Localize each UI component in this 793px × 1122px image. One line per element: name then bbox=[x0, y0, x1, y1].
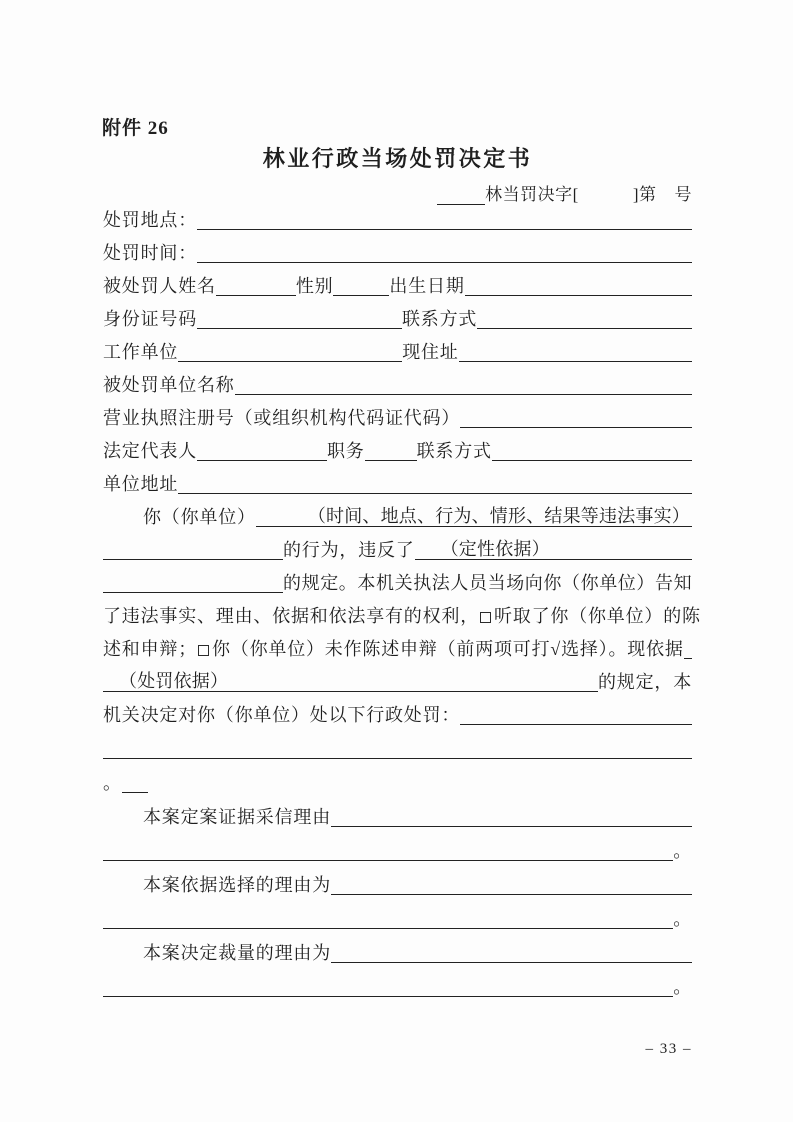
row-rights-sentence bbox=[103, 593, 701, 626]
contact-unit-label: 联系方式 bbox=[416, 440, 492, 461]
row-penalty-decision-cont bbox=[103, 725, 692, 759]
basis-reason-period: 。 bbox=[673, 908, 692, 929]
statement-prefix-text: 述和申辩； bbox=[103, 638, 197, 659]
row-penalty-location bbox=[103, 197, 692, 230]
provision-sentence-text: 的规定。本机关执法人员当场向你（你单位）告知 bbox=[283, 572, 693, 593]
legal-representative-label: 法定代表人 bbox=[103, 440, 197, 461]
row-penalty-time bbox=[103, 230, 692, 263]
blank-unit-address bbox=[178, 470, 692, 494]
blank-basis-reason bbox=[331, 871, 692, 895]
work-unit-label: 工作单位 bbox=[103, 341, 179, 362]
blank-gender bbox=[333, 272, 389, 296]
qualitative-hint-text: （定性依据） bbox=[440, 538, 550, 559]
current-address-label: 现住址 bbox=[402, 341, 459, 362]
blank-penalty-basis bbox=[103, 668, 598, 692]
page-title: 林业行政当场处罚决定书 bbox=[262, 146, 533, 171]
checkbox-heard-statement-icon bbox=[480, 612, 491, 623]
row-basis-reason bbox=[103, 861, 692, 895]
basis-reason-label: 本案依据选择的理由为 bbox=[143, 874, 331, 895]
row-closing-period bbox=[103, 759, 692, 793]
blank-evidence-reason-line2 bbox=[103, 837, 673, 861]
no-statement-option-text: 你（你单位）未作陈述申辩（前两项可打√选择）。现依据 bbox=[212, 638, 684, 659]
blank-evidence-reason bbox=[331, 803, 692, 827]
blank-qualitative-basis bbox=[415, 536, 692, 560]
penalty-time-label: 处罚时间： bbox=[103, 242, 197, 263]
heard-option-text: 听取了你（你单位）的陈 bbox=[494, 605, 701, 626]
row-decision-sentence bbox=[103, 692, 692, 725]
row-provision-sentence bbox=[103, 560, 692, 593]
blank-contact-unit bbox=[492, 437, 692, 461]
row-no-statement bbox=[103, 626, 692, 659]
row-id-contact bbox=[103, 296, 692, 329]
row-you-unit-facts bbox=[103, 494, 692, 527]
birth-date-label: 出生日期 bbox=[389, 275, 465, 296]
penalty-location-label: 处罚地点： bbox=[103, 209, 197, 230]
doc-number-suffix: 号 bbox=[674, 185, 692, 205]
you-unit-label: 你（你单位） bbox=[143, 506, 256, 527]
blank-basis-reason-line2 bbox=[103, 905, 673, 929]
facts-hint-text: （时间、地点、行为、情形、结果等违法事实） bbox=[307, 505, 691, 526]
discretion-reason-period: 。 bbox=[673, 976, 692, 997]
row-legal-representative bbox=[103, 428, 692, 461]
decision-sentence-text: 机关决定对你（你单位）处以下行政处罚： bbox=[103, 704, 461, 725]
row-behavior-violation bbox=[103, 527, 692, 560]
doc-number-prefix: 林当罚决字[ bbox=[485, 185, 579, 205]
blank-penalty-time bbox=[197, 239, 692, 263]
business-license-label: 营业执照注册号（或组织机构代码证代码） bbox=[103, 407, 461, 428]
row-evidence-reason-cont bbox=[103, 827, 692, 861]
unit-address-label: 单位地址 bbox=[103, 473, 179, 494]
punished-unit-name-label: 被处罚单位名称 bbox=[103, 374, 235, 395]
id-number-label: 身份证号码 bbox=[103, 308, 197, 329]
blank-business-license bbox=[460, 404, 692, 428]
row-business-license bbox=[103, 395, 692, 428]
evidence-reason-period: 。 bbox=[673, 840, 692, 861]
blank-punished-unit-name bbox=[235, 371, 692, 395]
blank-penalty-location bbox=[197, 206, 692, 230]
form-body bbox=[103, 197, 701, 997]
row-evidence-reason bbox=[103, 793, 692, 827]
row-penalty-basis bbox=[103, 659, 692, 692]
blank-penalty-decision-line2 bbox=[103, 735, 692, 759]
blank-discretion-reason-line2 bbox=[103, 973, 673, 997]
position-label: 职务 bbox=[327, 440, 365, 461]
blank-behavior bbox=[103, 536, 283, 560]
rights-sentence-text: 了违法事实、理由、依据和依法享有的权利， bbox=[103, 605, 479, 626]
attachment-label: 附件 26 bbox=[102, 118, 169, 139]
discretion-reason-label: 本案决定裁量的理由为 bbox=[143, 942, 331, 963]
doc-number-mid: ]第 bbox=[632, 185, 657, 205]
row-punished-person bbox=[103, 263, 692, 296]
row-discretion-reason bbox=[103, 929, 692, 963]
blank-birth-date bbox=[465, 272, 692, 296]
blank-current-basis bbox=[684, 635, 692, 659]
behavior-violation-text: 的行为，违反了 bbox=[283, 539, 415, 560]
punished-person-name-label: 被处罚人姓名 bbox=[103, 275, 216, 296]
blank-legal-representative bbox=[197, 437, 327, 461]
page-number: – 33 – bbox=[645, 1041, 692, 1057]
penalty-basis-hint-text: （处罚依据） bbox=[119, 670, 229, 691]
row-basis-reason-cont bbox=[103, 895, 692, 929]
contact-personal-label: 联系方式 bbox=[402, 308, 478, 329]
blank-violation-facts bbox=[256, 503, 692, 527]
row-punished-unit-name bbox=[103, 362, 692, 395]
blank-penalty-decision bbox=[460, 701, 692, 725]
gender-label: 性别 bbox=[295, 275, 334, 296]
blank-provision bbox=[103, 569, 283, 593]
blank-work-unit bbox=[178, 338, 402, 362]
row-unit-address bbox=[103, 461, 692, 494]
evidence-reason-label: 本案定案证据采信理由 bbox=[143, 806, 331, 827]
blank-position bbox=[365, 437, 417, 461]
blank-contact-personal bbox=[477, 305, 692, 329]
blank-discretion-reason bbox=[331, 939, 692, 963]
checkbox-no-statement-icon bbox=[198, 645, 209, 656]
blank-person-name bbox=[216, 272, 296, 296]
blank-id-number bbox=[197, 305, 402, 329]
standalone-period-text: 。 bbox=[103, 772, 122, 793]
blank-period-tail bbox=[122, 769, 148, 793]
row-discretion-reason-cont bbox=[103, 963, 692, 997]
provision-end-text: 的规定，本 bbox=[598, 671, 692, 692]
blank-current-address bbox=[459, 338, 692, 362]
row-work-unit bbox=[103, 329, 692, 362]
